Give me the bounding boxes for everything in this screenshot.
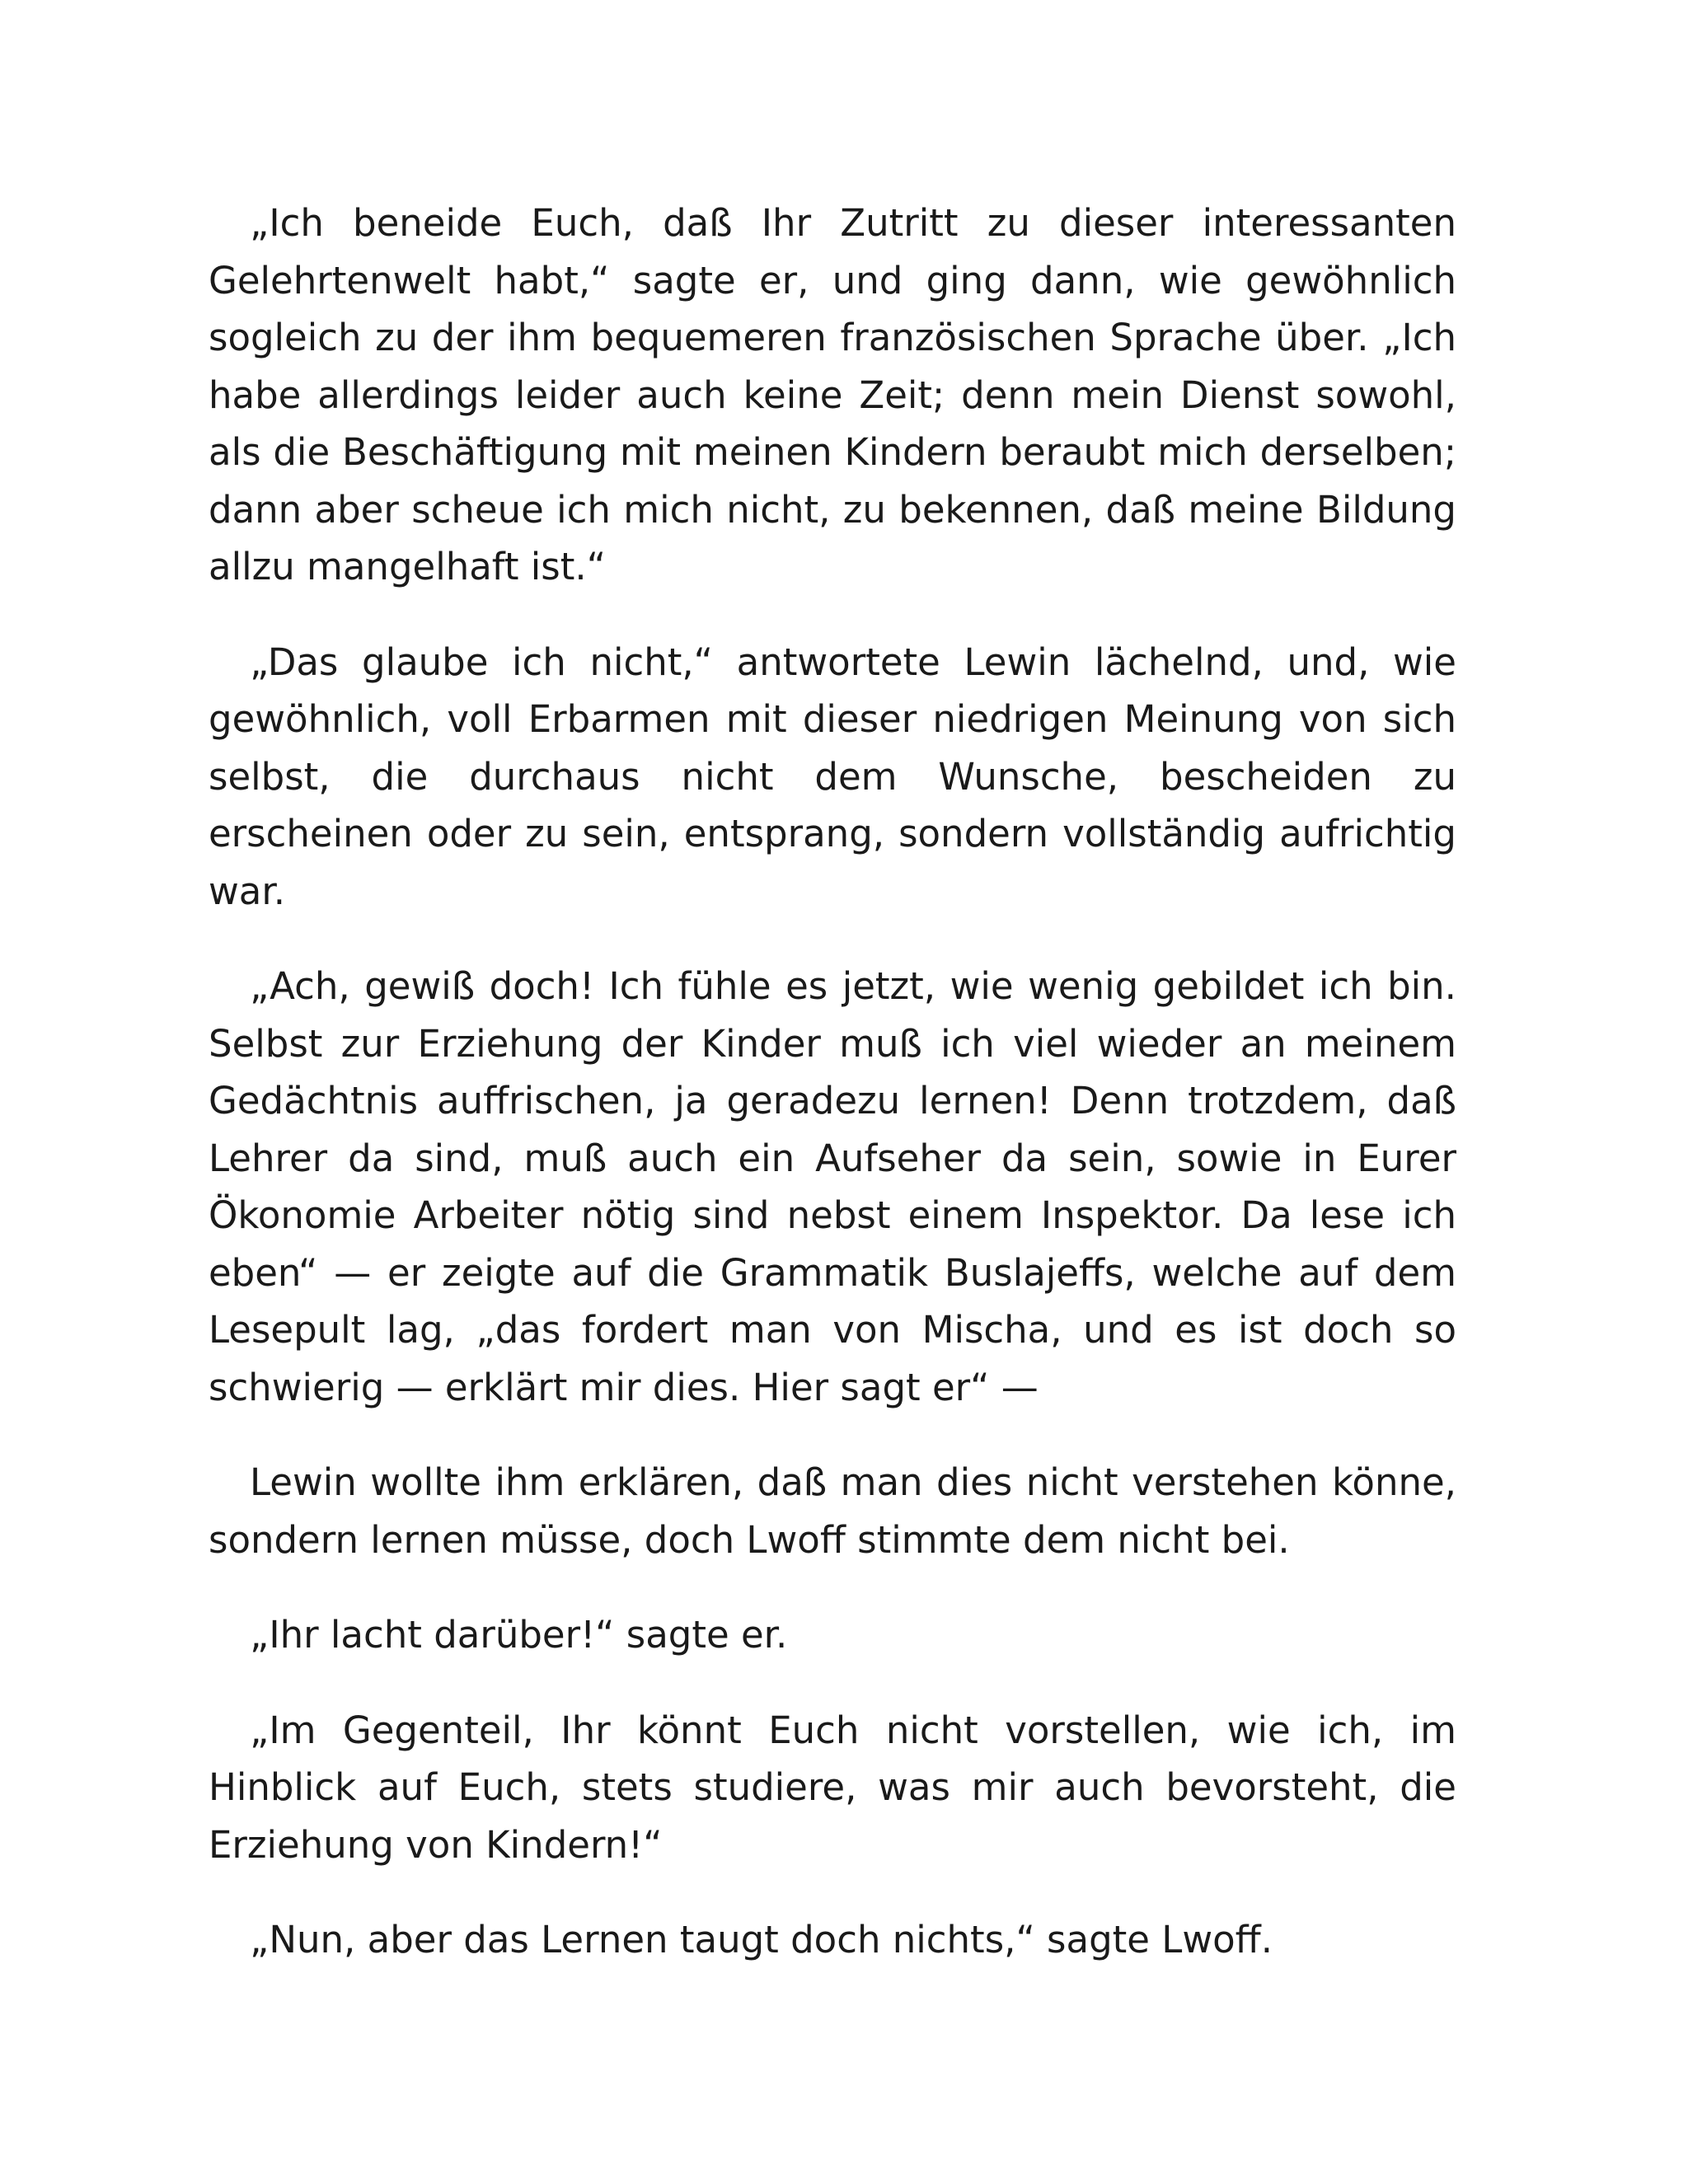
document-page: [209, 194, 1456, 1969]
paragraph: „Nun, aber das Lernen taugt doch nichts,“ sagte Lwoff.: [250, 1918, 1273, 1961]
paragraph: „Ach, gewiß doch! Ich fühle es jetzt, wie wenig gebildet ich bin. Selbst zur Erziehung der Kinder muß ich viel wieder an meinem Gedächtnis auffrischen, ja geradezu lernen! Denn trotzdem, daß Lehrer da sind, muß auch ein Aufseher da sein, sowie in Eurer Ökonomie Arbeiter nötig sind nebst einem Inspektor. Da lese ich eben“ — er zeigte auf die Grammatik Buslajeffs, welche auf dem Lesepult lag, „das fordert man von Mischa, und es ist doch so schwierig — erklärt mir dies. Hier sagt er“ —: [209, 964, 1456, 1409]
paragraph: „Das glaube ich nicht,“ antwortete Lewin lächelnd, und, wie gewöhnlich, voll Erbarmen mit dieser niedrigen Meinung von sich selbst, die durchaus nicht dem Wunsche, bescheiden zu erscheinen oder zu sein, entsprang, sondern vollständig aufrichtig war.: [209, 640, 1456, 913]
paragraph: „Ich beneide Euch, daß Ihr Zutritt zu dieser interessanten Gelehrtenwelt habt,“ sagte er, und ging dann, wie gewöhnlich sogleich zu der ihm bequemeren französischen Sprache über. „Ich habe allerdings leider auch keine Zeit; denn mein Dienst sowohl, als die Beschäftigung mit meinen Kindern beraubt mich derselben; dann aber scheue ich mich nicht, zu bekennen, daß meine Bildung allzu mangelhaft ist.“: [209, 201, 1456, 588]
paragraph: „Im Gegenteil, Ihr könnt Euch nicht vorstellen, wie ich, im Hinblick auf Euch, stets studiere, was mir auch bevorsteht, die Erziehung von Kindern!“: [209, 1708, 1456, 1867]
paragraph: Lewin wollte ihm erklären, daß man dies nicht verstehen könne, sondern lernen müsse, doch Lwoff stimmte dem nicht bei.: [209, 1460, 1456, 1562]
paragraph: „Ihr lacht darüber!“ sagte er.: [250, 1613, 788, 1657]
